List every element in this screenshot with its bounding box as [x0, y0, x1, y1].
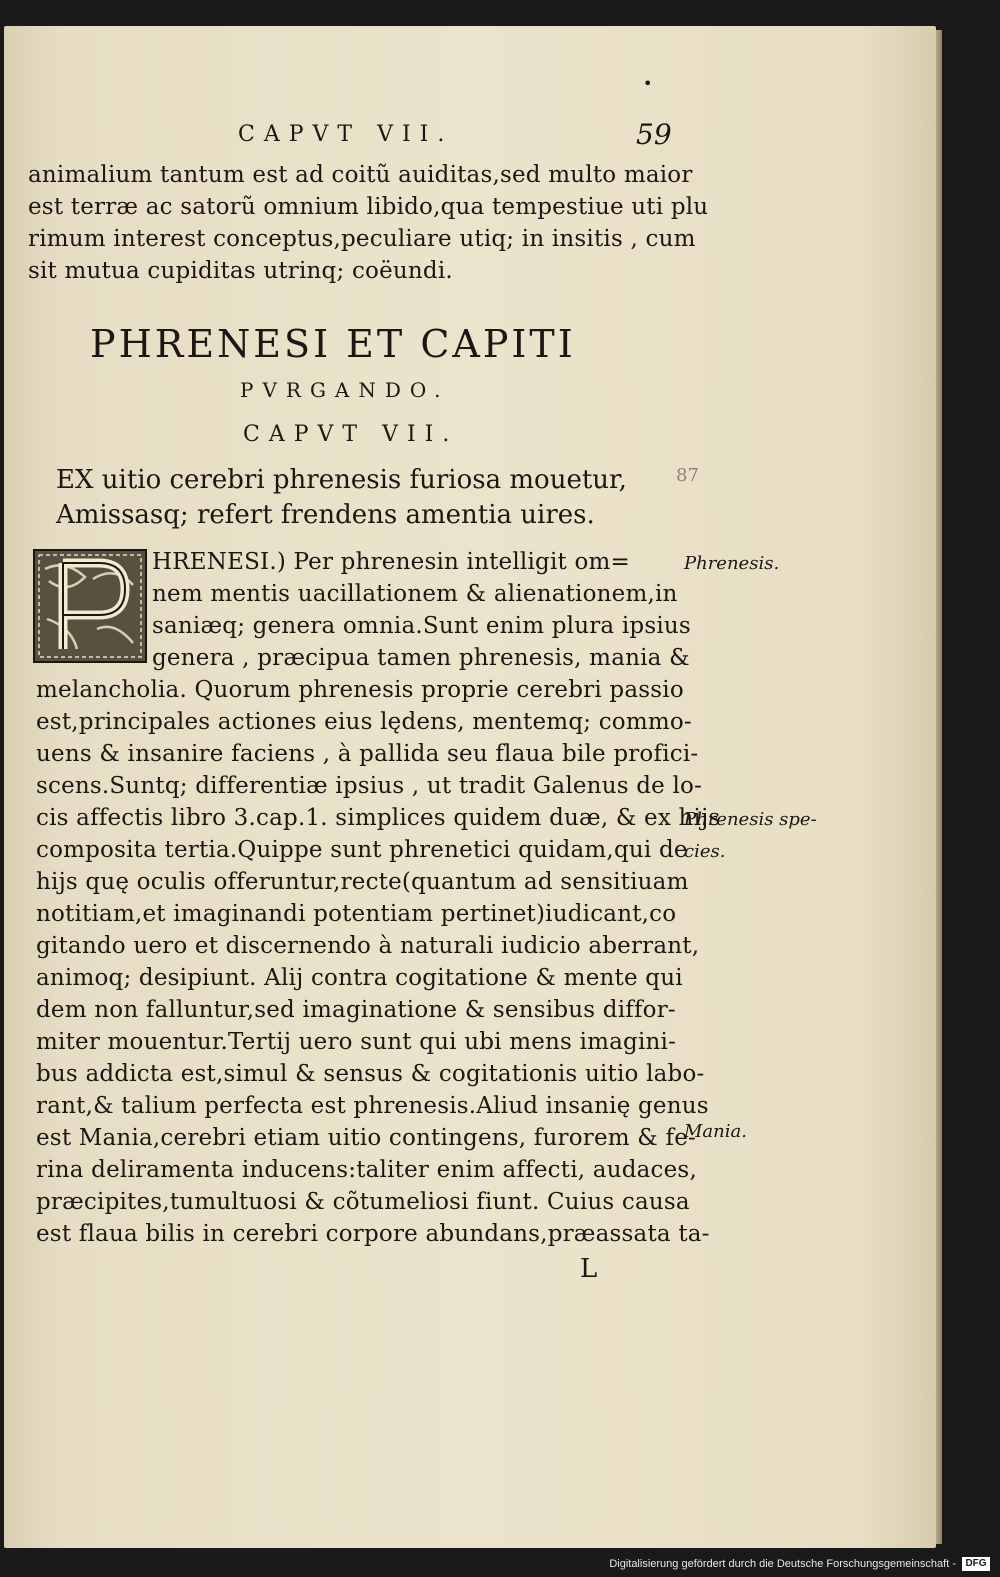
text-line: sit mutua cupiditas utrinq; coëundi. — [28, 258, 453, 284]
text-line: rant,& talium perfecta est phrenesis.Aliud insanię genus — [36, 1093, 709, 1119]
text-line: miter mouentur.Tertij uero sunt qui ubi mens imagini- — [36, 1029, 677, 1055]
text-line: HRENESI.) Per phrenesin intelligit om= — [152, 549, 630, 575]
text-line: hijs quę oculis offeruntur,recte(quantum ad sensitiuam — [36, 869, 689, 895]
footer-credit: Digitalisierung gefördert durch die Deutsche Forschungsgemeinschaft - — [609, 1558, 956, 1570]
text-line: dem non falluntur,sed imaginatione & sensibus diffor- — [36, 997, 676, 1023]
margin-note: Phrenesis. — [684, 553, 780, 574]
text-line: est,principales actiones eius lędens, mentemq; commo- — [36, 709, 692, 735]
text-line: scens.Suntq; differentiæ ipsius , ut tradit Galenus de lo- — [36, 773, 703, 799]
text-line: uens & insanire faciens , à pallida seu flaua bile profici- — [36, 741, 699, 767]
text-line: est terræ ac satorũ omnium libido,qua tempestiue uti plu — [28, 194, 709, 220]
chapter-heading: CAPVT VII. — [243, 422, 459, 447]
footer-bar — [0, 1549, 1000, 1577]
text-line: gitando uero et discernendo à naturali iudicio aberrant, — [36, 933, 700, 959]
dfg-logo: DFG — [962, 1557, 990, 1571]
text-line: rimum interest conceptus,peculiare utiq; in insitis , cum — [28, 226, 696, 252]
margin-note: Mania. — [684, 1121, 747, 1142]
text-line: saniæq; genera omnia.Sunt enim plura ipsius — [152, 613, 691, 639]
section-title: PHRENESI ET CAPITI — [90, 322, 576, 366]
text-line: notitiam,et imaginandi potentiam pertinet)iudicant,co — [36, 901, 677, 927]
pencil-note: 87 — [676, 465, 699, 486]
section-subtitle: PVRGANDO. — [240, 378, 450, 402]
margin-note: cies. — [684, 841, 726, 862]
text-line: præcipites,tumultuosi & cõtumeliosi fiunt. Cuius causa — [36, 1189, 690, 1215]
page-number: 59 — [636, 118, 672, 151]
text-line: melancholia. Quorum phrenesis proprie cerebri passio — [36, 677, 684, 703]
text-line: genera , præcipua tamen phrenesis, mania & — [152, 645, 690, 671]
text-line: bus addicta est,simul & sensus & cogitationis uitio labo- — [36, 1061, 705, 1087]
text-line: composita tertia.Quippe sunt phrenetici quidam,qui de — [36, 837, 688, 863]
text-line: cis affectis libro 3.cap.1. simplices quidem duæ, & ex hijs — [36, 805, 721, 831]
signature-mark: L — [580, 1254, 598, 1284]
text-line: animalium tantum est ad coitũ auiditas,sed multo maior — [28, 162, 693, 188]
margin-note: Phrenesis spe- — [684, 809, 817, 830]
verse-line: EX uitio cerebri phrenesis furiosa mouetur, — [56, 465, 627, 495]
page-edge — [936, 30, 942, 1544]
text-line: est flaua bilis in cerebri corpore abundans,præassata ta- — [36, 1221, 710, 1247]
verse-line: Amissasq; refert frendens amentia uires. — [56, 500, 595, 530]
text-line: est Mania,cerebri etiam uitio contingens, furorem & fe- — [36, 1125, 696, 1151]
running-title: CAPVT VII. — [238, 122, 454, 147]
text-line: nem mentis uacillationem & alienationem,in — [152, 581, 678, 607]
dot-mark: • — [643, 74, 653, 93]
decorated-initial-p — [33, 549, 147, 663]
text-line: rina deliramenta inducens:taliter enim affecti, audaces, — [36, 1157, 697, 1183]
text-line: animoq; desipiunt. Alij contra cogitatione & mente qui — [36, 965, 683, 991]
